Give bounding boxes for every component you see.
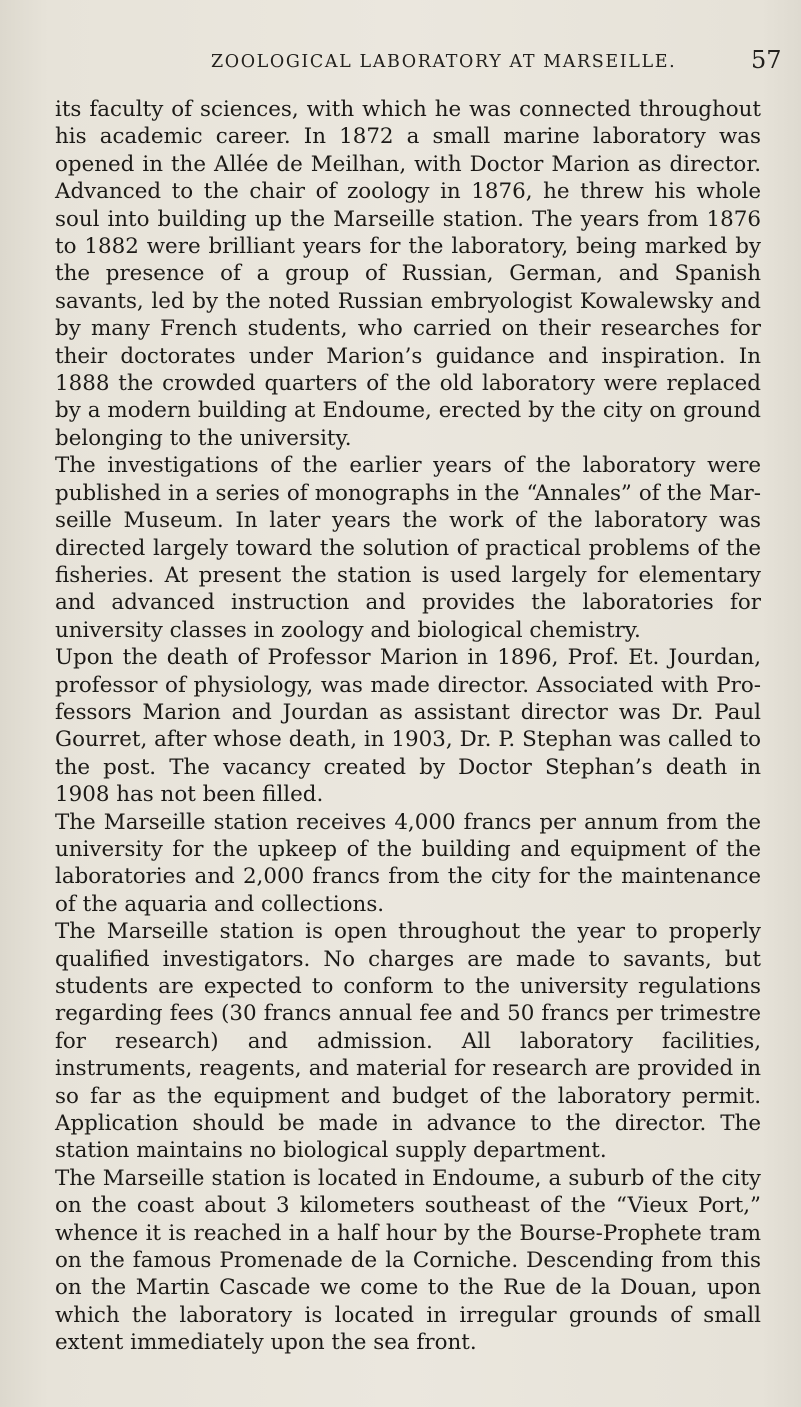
page-number: 57	[751, 46, 782, 74]
paragraph: its faculty of sciences, with which he was connected throughout his academic career. In 1872 a small marine laboratory was opened in the Allée de Meilhan, with Doctor Marion as director. Advanced to the chair of zoology in 1876, he threw his whole soul into building up the Marseille station. The years from 1876 to 1882 were brilliant years for the laboratory, being marked by the presence of a group of Russian, German, and Spanish savants, led by the noted Russian embryologist Kowalewsky and by many French students, who carried on their researches for their doctorates under Marion’s guidance and inspiration. In 1888 the crowded quarters of the old laboratory were replaced by a modern building at Endoume, erected by the city on ground belonging to the university.	[55, 97, 761, 451]
running-head: ZOOLOGICAL LABORATORY AT MARSEILLE.	[211, 52, 677, 72]
paragraph: The Marseille station is located in Endoume, a suburb of the city on the coast about 3 kilometers southeast of the “Vieux Port,” whence it is reached in a half hour by the Bourse-Prophete tram on the famous Promenade de la Corniche. Descending from this on the Martin Cascade we come to the Rue de la Douan, upon which the laboratory is located in irregular grounds of small extent immediately upon the sea front.	[55, 1165, 761, 1356]
paragraph: Upon the death of Professor Marion in 1896, Prof. Et. Jourdan, professor of physiology, was made director. Associated with Professors Marion and Jourdan as assistant director was Dr. Paul Gourret, after whose death, in 1903, Dr. P. Stephan was called to the post. The vacancy created by Doctor Stephan’s death in 1908 has not been filled.	[55, 645, 761, 808]
body-text	[55, 96, 761, 1357]
paragraph: The investigations of the earlier years of the laboratory were published in a series of monographs in the “Annales” of the Marseille Museum. In later years the work of the laboratory was directed largely toward the solution of practical problems of the fisheries. At present the station is used largely for elementary and advanced instruction and provides the laboratories for university classes in zoology and biological chemistry.	[55, 453, 761, 643]
paragraph: The Marseille station receives 4,000 francs per annum from the university for the upkeep of the building and equipment of the laboratories and 2,000 francs from the city for the maintenance of the aquaria and collections.	[55, 809, 761, 917]
paragraph: The Marseille station is open throughout the year to properly qualified investigators. No charges are made to savants, but students are expected to conform to the university regulations regarding fees (30 francs annual fee and 50 francs per trimestre for research) and admission. All laboratory facilities, instruments, reagents, and material for research are provided in so far as the equipment and budget of the laboratory permit. Application should be made in advance to the director. The station maintains no biological supply department.	[55, 919, 761, 1164]
